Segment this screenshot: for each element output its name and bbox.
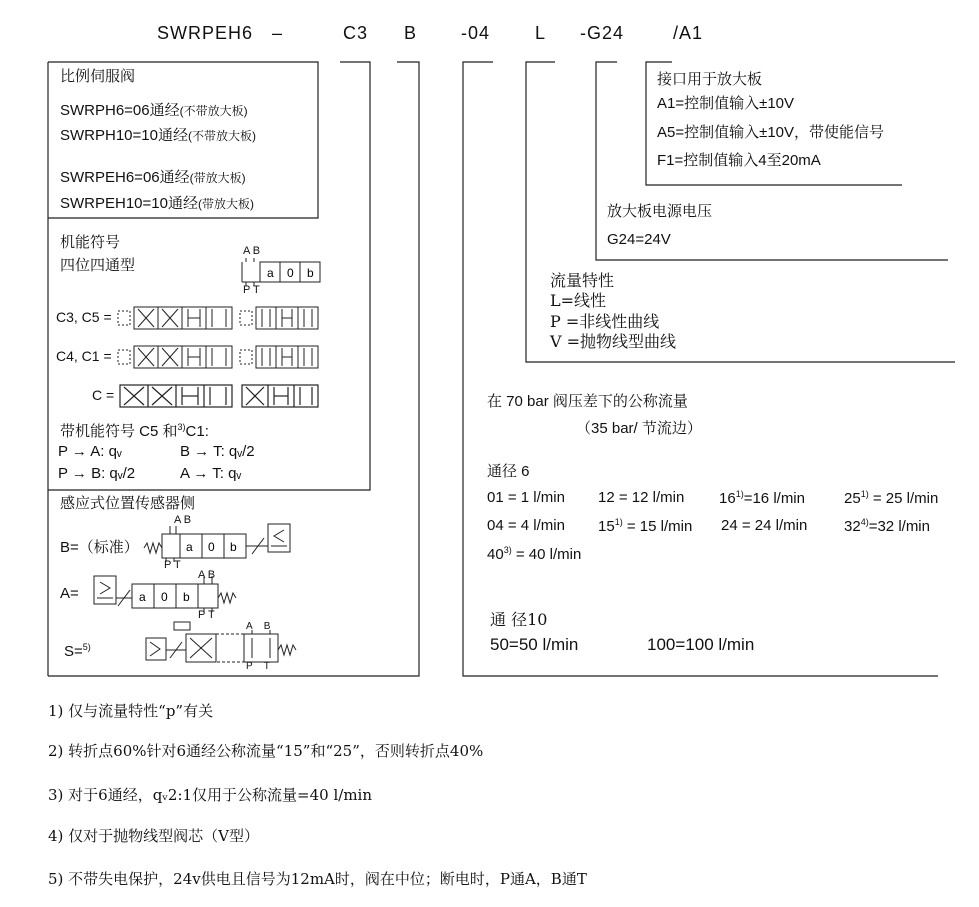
valve-type-note: (带放大板) xyxy=(189,171,246,185)
footnote: 4) 仅对于抛物线型阀芯（V型） xyxy=(48,827,259,845)
sensor-a-cell-b: b xyxy=(183,590,190,604)
valve-type-note: (不带放大板) xyxy=(179,104,248,118)
code-symbol: C3 xyxy=(343,23,369,43)
sensor-b-cell-a: a xyxy=(186,540,193,554)
dn6-flow xyxy=(844,518,930,534)
port-t: T xyxy=(263,661,270,672)
footnote: 5) 不带失电保护，24v供电且信号为12mA时，阀在中位；断电时，P通A，B通T xyxy=(48,870,587,888)
dn6-flow xyxy=(719,490,805,506)
symbol-row-c4c1-label: C4, C1 = xyxy=(56,348,112,364)
code-interface: /A1 xyxy=(673,23,704,43)
valve-type-code: SWRPEH6=06 xyxy=(60,169,160,186)
port-b: B xyxy=(263,621,271,632)
valve-cell-a: a xyxy=(267,266,274,280)
dn6-flow xyxy=(598,518,692,534)
flow-char-item: L=线性 xyxy=(550,291,607,310)
valve-type-note: (不带放大板) xyxy=(187,129,256,143)
valve-type-item xyxy=(60,103,248,118)
dn6-flow: 12 = 12 l/min xyxy=(598,489,685,506)
sensor-b-cell-0: 0 xyxy=(208,540,215,554)
port-a: A xyxy=(174,514,181,526)
sensor-s-text: S= xyxy=(64,643,83,660)
dn6-flow-key: 16 xyxy=(719,490,736,507)
c5-c1-note-end: C1: xyxy=(185,423,209,440)
port-p: P xyxy=(164,559,172,571)
port-b: B xyxy=(207,569,216,581)
flow-char-title: 流量特性 xyxy=(550,271,615,290)
dn6-title: 通径 6 xyxy=(487,463,530,480)
dn6-flow-rest: = 25 l/min xyxy=(868,490,939,507)
port-p: P xyxy=(246,661,253,672)
valve-type-code: SWRPEH10=10 xyxy=(60,195,168,212)
code-flow-char: L xyxy=(535,23,547,43)
port-b: B xyxy=(183,514,192,526)
nominal-flow-title: 在 70 bar 阀压差下的公称流量 xyxy=(487,393,688,410)
dn6-flow-sup: 1) xyxy=(614,517,623,527)
symbol-row-c4c1 xyxy=(118,344,338,370)
c5-c1-note xyxy=(60,423,209,439)
interface-title: 接口用于放大板 xyxy=(657,71,763,88)
footnote: 3) 对于6通经，qᵥ2:1仅用于公称流量=40 l/min xyxy=(48,786,372,804)
dn6-flow xyxy=(487,546,581,562)
dn6-flow-key: 25 xyxy=(844,490,861,507)
code-b: B xyxy=(404,23,418,43)
valve-type-desc: 通经 xyxy=(167,195,198,212)
symbol-row-c3c5-label: C3, C5 = xyxy=(56,309,112,325)
code-voltage: -G24 xyxy=(580,23,625,43)
valve-type-note: (带放大板) xyxy=(197,197,254,211)
port-a: A xyxy=(198,569,205,581)
power-value: G24=24V xyxy=(607,231,671,248)
port-t: T xyxy=(174,559,181,571)
sensor-s-label xyxy=(64,643,91,659)
sensor-b-cell-b: b xyxy=(230,540,237,554)
flow-char-item: P =非线性曲线 xyxy=(550,312,660,331)
interface-item: F1=控制值输入4至20mA xyxy=(657,152,821,169)
interface-item: A1=控制值输入±10V xyxy=(657,95,795,112)
code-series: SWRPEH6 xyxy=(157,23,254,43)
function-symbol-title: 机能符号 xyxy=(60,234,121,251)
valve-type-title: 比例伺服阀 xyxy=(60,68,136,85)
valve-type-code: SWRPH10=10 xyxy=(60,127,158,144)
port-label-pt: P T xyxy=(243,284,260,296)
dn6-flow-key: 40 xyxy=(487,546,504,563)
valve-type-item xyxy=(60,128,256,143)
flow-a-t: A → T: qᵥ xyxy=(180,465,242,482)
port-a: A xyxy=(246,621,253,632)
sensor-b-label: B=（标准） xyxy=(60,539,139,556)
dn6-flow-sup: 1) xyxy=(735,489,744,499)
dn6-flow-key: 32 xyxy=(844,518,861,535)
valve-symbol-main xyxy=(238,258,328,288)
flow-p-b: P → B: qᵥ/2 xyxy=(58,465,136,482)
c5-c1-note-title: 带机能符号 C5 和 xyxy=(60,423,178,440)
dn6-flow: 24 = 24 l/min xyxy=(721,517,808,534)
dn10-title: 通 径10 xyxy=(490,610,548,629)
sensor-title: 感应式位置传感器侧 xyxy=(60,495,196,512)
sensor-a-cell-0: 0 xyxy=(161,590,168,604)
port-label-ab: A B xyxy=(243,245,261,257)
footnote: 2) 转折点60%针对6通经公称流量“15”和“25”，否则转折点40% xyxy=(48,742,484,760)
dn6-flow: 01 = 1 l/min xyxy=(487,489,565,506)
valve-type-desc: 通经 xyxy=(157,127,188,144)
c5-c1-note-sup: 3) xyxy=(177,422,186,432)
code-dash: – xyxy=(272,23,284,43)
valve-type-item xyxy=(60,196,254,211)
valve-type-code: SWRPH6=06 xyxy=(60,102,150,119)
dn10-flow: 50=50 l/min xyxy=(490,635,579,654)
flow-b-t: B → T: qᵥ/2 xyxy=(180,443,255,460)
sensor-a-label: A= xyxy=(60,585,79,602)
dn6-flow-sup: 3) xyxy=(503,545,512,555)
valve-type-desc: 通经 xyxy=(159,169,190,186)
port-p: P xyxy=(198,609,206,621)
sensor-a-cell-a: a xyxy=(139,590,146,604)
footnote: 1) 仅与流量特性“p”有关 xyxy=(48,702,214,720)
sensor-s-sup: 5) xyxy=(82,642,91,652)
dn6-flow xyxy=(844,490,938,506)
valve-cell-0: 0 xyxy=(287,266,294,280)
function-symbol-subtitle: 四位四通型 xyxy=(60,257,136,274)
port-t: T xyxy=(208,609,215,621)
dn6-flow-rest: = 15 l/min xyxy=(622,518,693,535)
symbol-row-c-label: C = xyxy=(92,387,115,403)
sensor-a-symbol xyxy=(92,574,242,614)
valve-type-desc: 通经 xyxy=(149,102,180,119)
flow-char-item: V =抛物线型曲线 xyxy=(550,332,677,351)
code-series-num: -04 xyxy=(461,23,491,43)
dn6-flow-rest: =16 l/min xyxy=(743,490,805,507)
dn6-flow-rest: = 40 l/min xyxy=(511,546,582,563)
dn6-flow-sup: 4) xyxy=(860,517,869,527)
dn6-flow: 04 = 4 l/min xyxy=(487,517,565,534)
interface-item: A5=控制值输入±10V，带使能信号 xyxy=(657,124,885,141)
symbol-row-c xyxy=(118,383,338,409)
dn10-flow: 100=100 l/min xyxy=(647,635,755,654)
dn6-flow-sup: 1) xyxy=(860,489,869,499)
sensor-s-symbol xyxy=(144,620,304,666)
valve-type-item xyxy=(60,170,246,185)
valve-cell-b: b xyxy=(307,266,314,280)
symbol-row-c3c5 xyxy=(118,305,338,331)
nominal-flow-subtitle: （35 bar/ 节流边） xyxy=(576,420,702,437)
flow-p-a: P → A: qᵥ xyxy=(58,443,122,460)
dn6-flow-key: 15 xyxy=(598,518,615,535)
power-title: 放大板电源电压 xyxy=(607,203,713,220)
dn6-flow-rest: =32 l/min xyxy=(868,518,930,535)
sensor-b-symbol xyxy=(144,522,294,562)
